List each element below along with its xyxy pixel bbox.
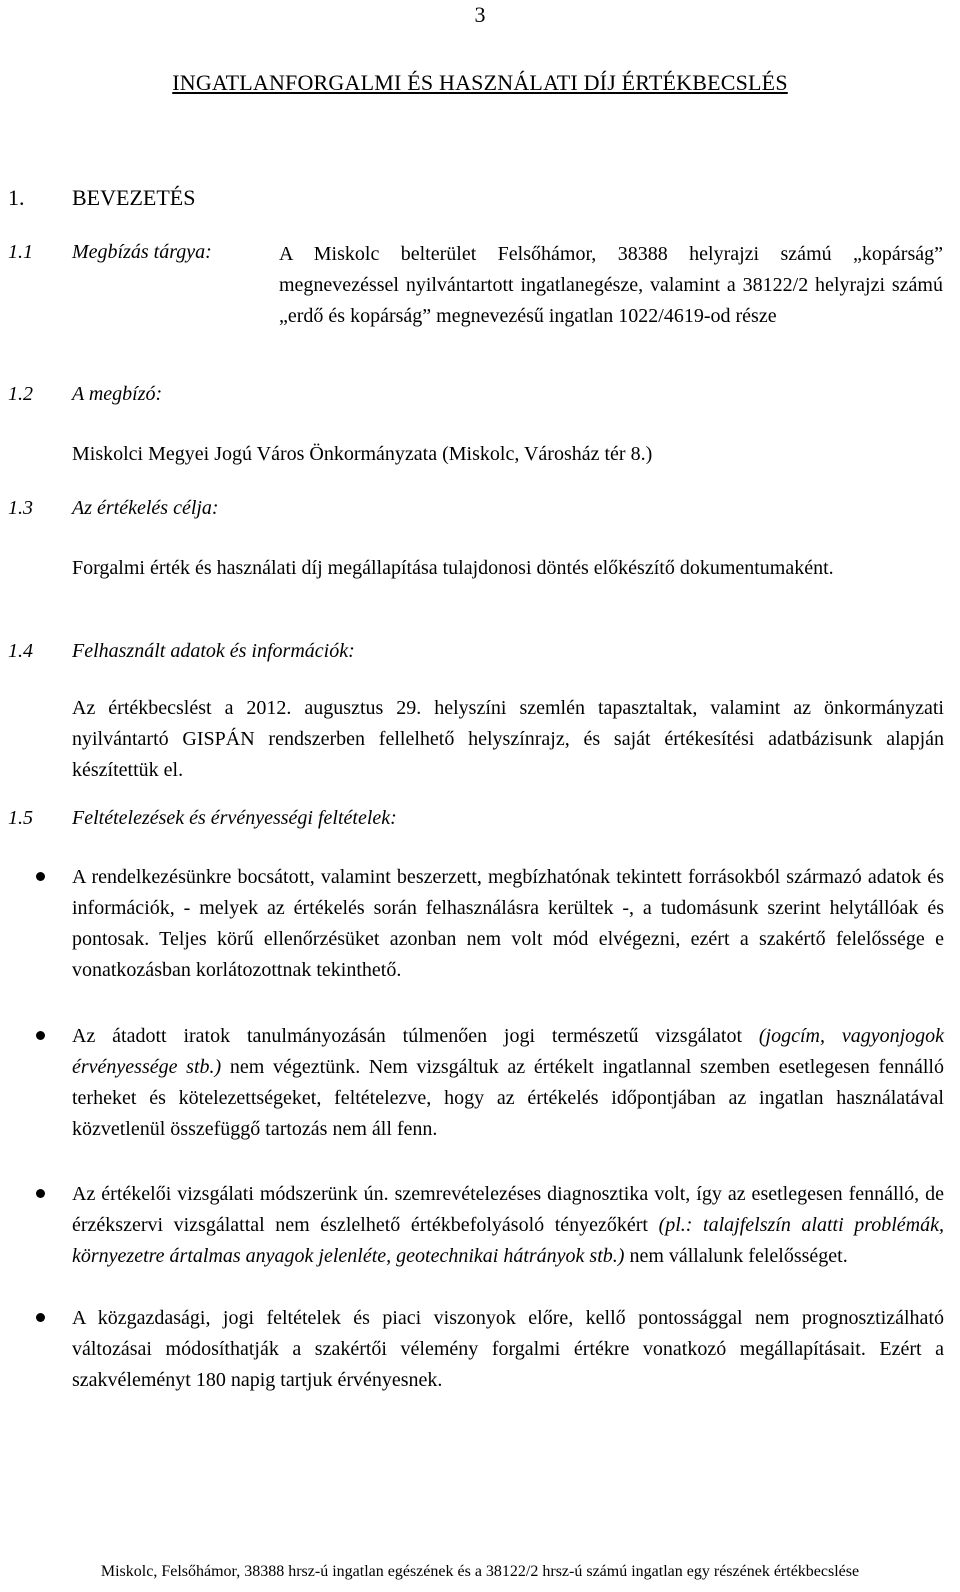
bullet-3-text-b: nem vállalunk felelősséget.: [624, 1245, 848, 1267]
page-number: 3: [474, 2, 486, 27]
item-1-4-text: Az értékbecslést a 2012. augusztus 29. helyszíni szemlén tapasztaltak, valamint az önkormányzati nyilvántartó GISPÁN rendszerben fellelhető helyszínrajz, és saját értékesítési adatbázisunk alapján készítettük el.: [72, 697, 944, 781]
item-number: 1.4: [8, 640, 33, 662]
bullet-dot: [36, 1031, 45, 1040]
item-label: Megbízás tárgya:: [72, 241, 212, 263]
item-label: Az értékelés célja:: [72, 497, 219, 519]
bullet-2-text-b: nem végeztünk. Nem vizsgáltuk az értékelt ingatlannal szemben esetlegesen fennálló terheket és kötelezettségeket, feltételezve, hogy az értékelés időpontjában az ingatlan használatával közvetlenül összefüggő tartozás nem áll fenn.: [72, 1056, 944, 1140]
bullet-dot: [36, 872, 45, 881]
item-1-3-label-row: [8, 497, 219, 520]
item-label: Feltételezések és érvényességi feltételek:: [72, 807, 397, 829]
item-label: A megbízó:: [72, 383, 163, 405]
section-title: BEVEZETÉS: [72, 185, 196, 210]
section-number: 1.: [8, 185, 25, 210]
item-number: 1.1: [8, 241, 33, 263]
section-heading: [8, 185, 195, 211]
bullet-dot: [36, 1189, 45, 1198]
document-title: INGATLANFORGALMI ÉS HASZNÁLATI DÍJ ÉRTÉKBECSLÉS: [172, 70, 788, 95]
item-1-5-label-row: [8, 807, 397, 830]
item-label: Felhasznált adatok és információk:: [72, 640, 355, 662]
item-number: 1.2: [8, 383, 33, 405]
bullet-3-text-a: Az értékelői vizsgálati módszerünk ún. szemrevételezéses diagnosztika volt, így az esetlegesen fennálló, de érzékszervi vizsgálattal nem észlelhető értékbefolyásoló tényezőkért: [72, 1183, 944, 1236]
bullet-2-text-a: Az átadott iratok tanulmányozásán túlmenően jogi természetű vizsgálatot: [72, 1025, 759, 1047]
bullet-item-1: A rendelkezésünkre bocsátott, valamint beszerzett, megbízhatónak tekintett forrásokból származó adatok és információk, - melyek az értékelés során felhasználásra kerültek -, a tudomásunk szerint helytállóak és pontosak. Teljes körű ellenőrzésüket azonban nem volt mód elvégezni, ezért a szakértő felelőssége e vonatkozásban korlátozottnak tekinthető.: [72, 866, 944, 981]
item-1-4-label-row: [8, 640, 355, 663]
item-1-3-text: Forgalmi érték és használati díj megállapítása tulajdonosi döntés előkészítő dokumentumaként.: [72, 557, 834, 579]
bullet-item-2: [72, 1021, 944, 1145]
item-number: 1.5: [8, 807, 33, 829]
bullet-3-italic: (pl.: talajfelszín alatti problémák, környezetre ártalmas anyagok jelenléte, geotechnikai hátrányok stb.): [72, 1214, 945, 1267]
item-1-1-text: A Miskolc belterület Felsőhámor, 38388 helyrajzi számú „kopárság” megnevezéssel nyilvántartott ingatlanegésze, valamint a 38122/2 helyrajzi számú „erdő és kopárság” megnevezésű ingatlan 1022/4619-od része: [279, 243, 943, 327]
bullet-item-3: [72, 1179, 944, 1272]
bullet-item-4: A közgazdasági, jogi feltételek és piaci viszonyok előre, kellő pontossággal nem prognosztizálható változásai módosíthatják a szakértői vélemény forgalmi értékre vonatkozó megállapításait. Ezért a szakvéleményt 180 napig tartjuk érvényesnek.: [72, 1307, 944, 1391]
item-1-2-text: Miskolci Megyei Jogú Város Önkormányzata (Miskolc, Városház tér 8.): [72, 443, 653, 465]
item-number: 1.3: [8, 497, 33, 519]
bullet-dot: [36, 1313, 45, 1322]
page-footer: Miskolc, Felsőhámor, 38388 hrsz-ú ingatlan egészének és a 38122/2 hrsz-ú számú ingatlan egy részének értékbecslése: [100, 1563, 860, 1580]
item-1-1-label-row: [8, 241, 212, 264]
bullet-2-italic: (jogcím, vagyonjogok érvényessége stb.): [72, 1025, 945, 1078]
item-1-2-label-row: [8, 383, 162, 406]
